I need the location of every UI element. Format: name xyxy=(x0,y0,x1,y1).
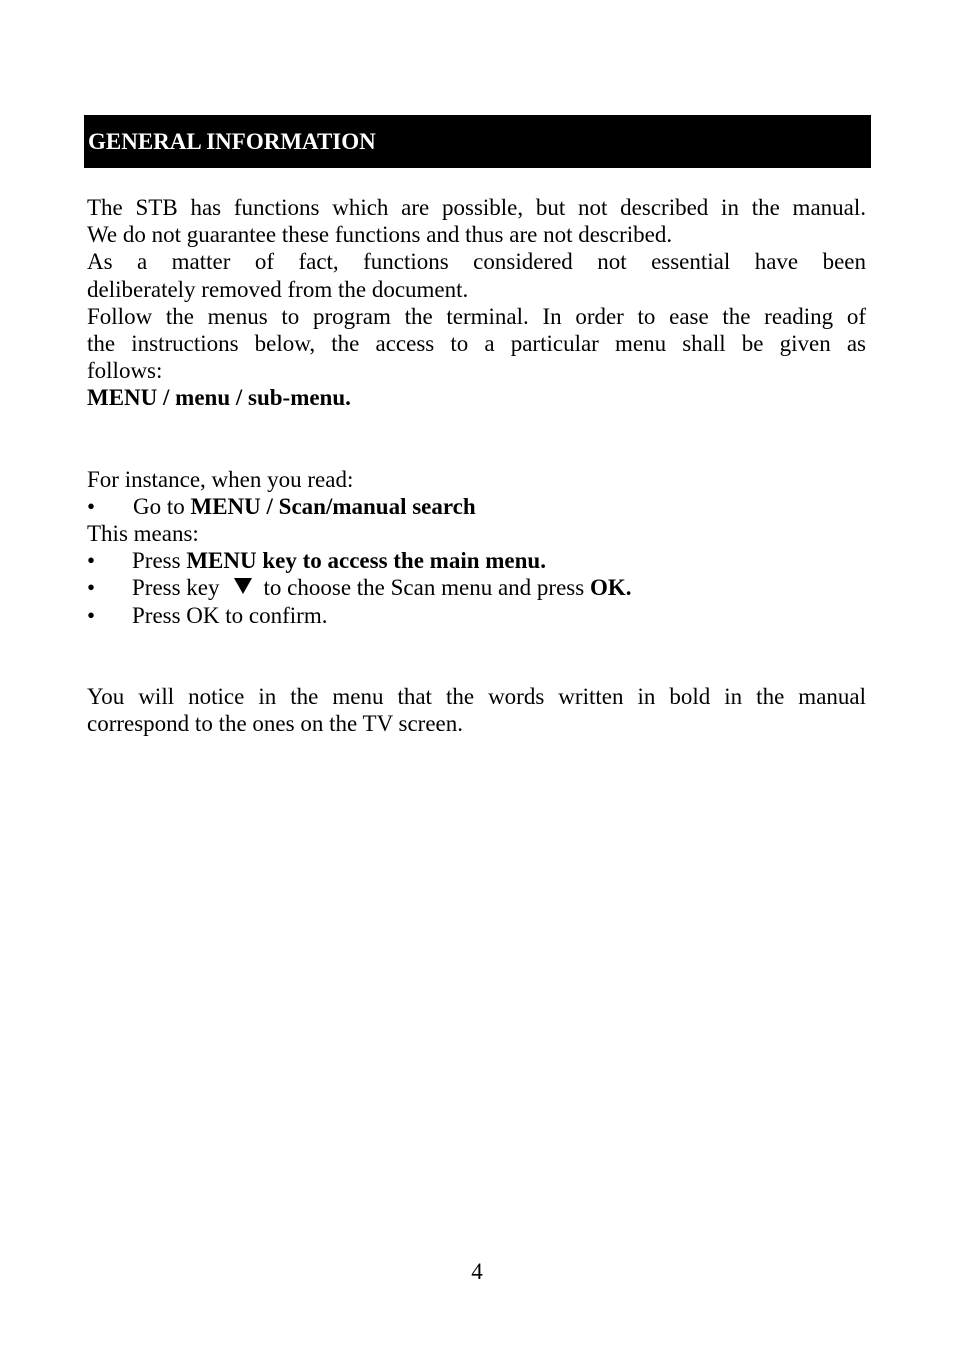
intro-line-5: Follow the menus to program the terminal. In order to ease the reading of xyxy=(87,303,866,329)
list-item-goto xyxy=(87,493,866,520)
closing-line-1: You will notice in the menu that the words written in bold in the manual xyxy=(87,683,866,709)
step-2-bold: OK. xyxy=(589,575,632,601)
step-1-bold: MENU key to access the main menu. xyxy=(186,548,546,574)
goto-text xyxy=(133,493,476,520)
example-lead: For instance, when you read: xyxy=(87,466,354,492)
intro-line-2: We do not guarantee these functions and thus are not described. xyxy=(87,222,673,248)
bullet-icon: • xyxy=(87,548,96,574)
intro-line-4: deliberately removed from the document. xyxy=(87,276,469,302)
intro-line-1: The STB has functions which are possible, but not described in the manual. xyxy=(87,195,866,220)
intro-line-7: follows: xyxy=(87,358,163,384)
spacer xyxy=(87,629,866,683)
step-2-text xyxy=(132,574,631,601)
document-body xyxy=(87,194,866,737)
closing-line-2: correspond to the ones on the TV screen. xyxy=(87,711,463,737)
intro-line-3: As a matter of fact, functions considered not essential have been xyxy=(87,249,866,275)
step-1-text xyxy=(132,547,546,574)
page-number: 4 xyxy=(471,1259,483,1284)
bullet-icon: • xyxy=(87,493,96,519)
list-item-step-1 xyxy=(87,547,866,574)
list-item-step-2 xyxy=(87,574,866,601)
section-header-bar xyxy=(84,115,871,168)
bullet-icon: • xyxy=(87,575,96,601)
section-title: GENERAL INFORMATION xyxy=(88,129,376,154)
example-means: This means: xyxy=(87,521,199,547)
step-2-suffix: to choose the Scan menu and press xyxy=(263,575,590,601)
intro-line-6: the instructions below, the access to a particular menu shall be given as xyxy=(87,331,866,357)
goto-prefix: Go to xyxy=(133,493,191,519)
step-3-text: Press OK to confirm. xyxy=(132,602,328,628)
spacer xyxy=(87,412,866,466)
goto-menu-path: MENU / Scan/manual search xyxy=(190,493,476,519)
step-2-prefix: Press key xyxy=(132,575,220,601)
down-triangle-icon xyxy=(234,578,252,594)
step-1-prefix: Press xyxy=(132,548,187,574)
bullet-icon: • xyxy=(87,602,96,628)
menu-path-notation: MENU / menu / sub-menu. xyxy=(87,385,351,411)
list-item-step-3 xyxy=(87,602,866,629)
